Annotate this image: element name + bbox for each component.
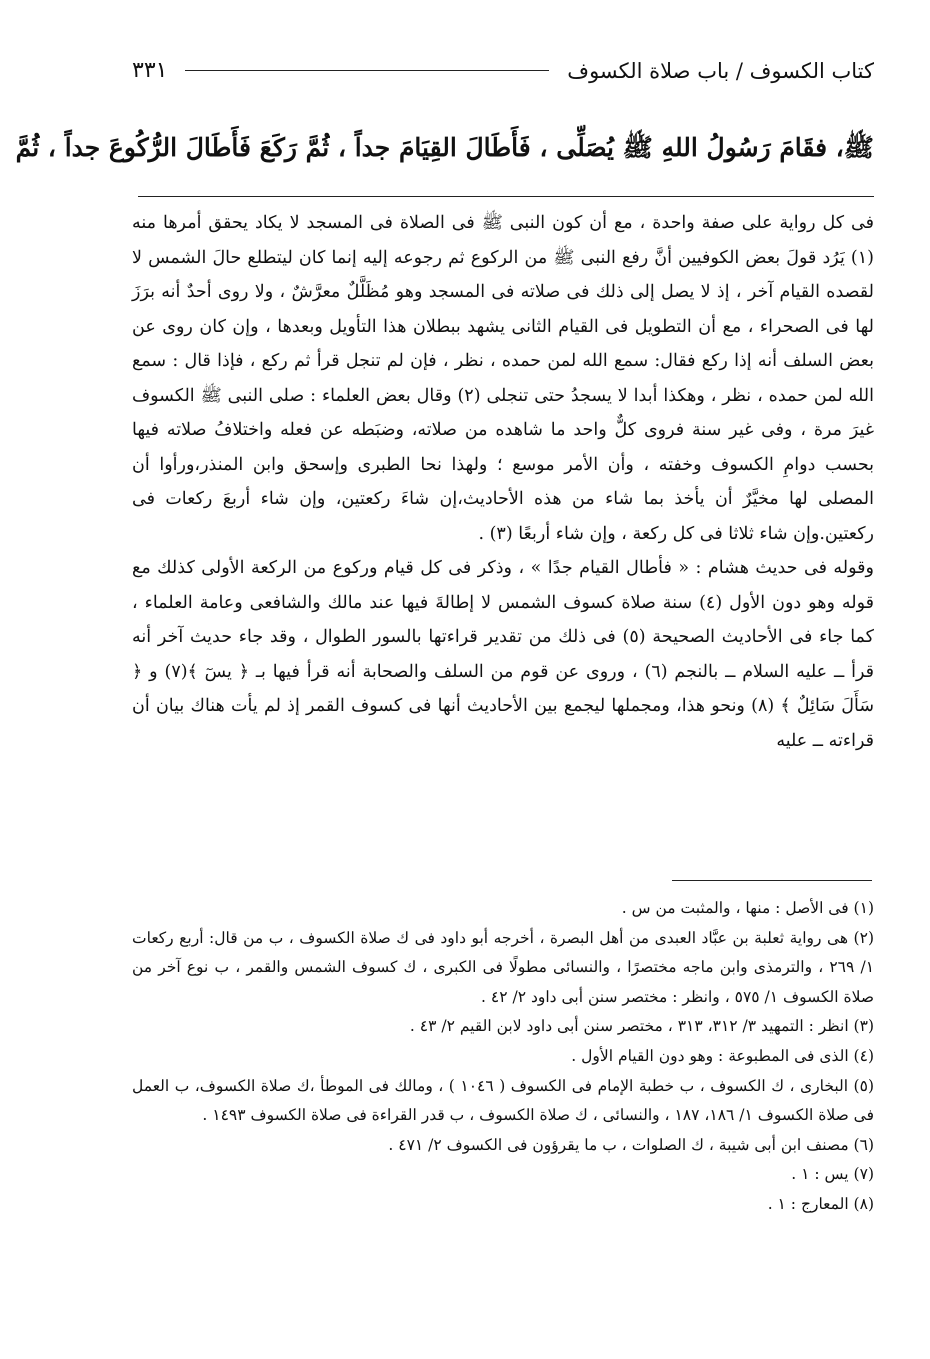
commentary-paragraph: وقوله فى حديث هشام : « فأطال القيام جدًا » ، وذكر فى كل قيام وركوع من الركعة الأولى كذلك مع قوله وهو دون الأول (٤) سنة صلاة كسوف الشمس لا إطالةَ فيها عند مالك والشافعى وعامة العلماء ، كما جاء فى الأحاديث الصحيحة (٥) فى ذلك من تقدير قراءتها بالسور الطوال ، وقد جاء حديث آخر أنه قرأ ــ عليه السلام ــ بالنجم (٦) ، وروى عن قوم من السلف والصحابة أنه قرأ فيها بـ ﴿ يسٓ ﴾(٧) و ﴿ سَأَلَ سَائِلٌ ﴾ (٨) ونحو هذا، ومجملها ليجمع بين الأحاديث أنها فى كسوف القمر إذ لم يأت هناك بيان أن قراءته ــ عليه <box>132 558 874 751</box>
footnote: (٢) هى رواية ثعلبة بن عبَّاد العبدى من أهل البصرة ، أخرجه أبو داود فى ك صلاة الكسوف ، ب من قال: أربع ركعات ١/ ٢٦٩ ، والترمذى وابن ماجه مختصرًا ، والنسائى مطولًا فى الكبرى ، ك كسوف الشمس والقمر ، ب نوع آخر من صلاة الكسوف ١/ ٥٧٥ ، وانظر : مختصر سنن أبى داود ٢/ ٤٢ . <box>132 928 875 1006</box>
header-rule <box>185 70 549 71</box>
commentary-paragraph: فى كل رواية على صفة واحدة ، مع أن كون النبى ﷺ فى الصلاة فى المسجد لا يكاد يحقق أمرها منه (١) يَرُد قولَ بعض الكوفيين أنَّ رفع النبى ﷺ من الركوع ثم رجوعه إليه إنما كان ليتطلع حالَ الشمس لا لقصده القيام آخر ، إذ لا يصل إلى ذلك فى صلاته فى المسجد وهو مُظَلَّلٌ معرَّشٌ ، ولا روى أحدٌ أنه برَزَ لها فى الصحراء ، مع أن التطويل فى القيام الثانى يشهد ببطلان هذا التأويل وبعدها ، وإن كان روى عن بعض السلف أنه إذا ركع فقال: سمع الله لمن حمده ، نظر ، فإن لم تنجل قرأ ثم ركع ، فإذا قال : سمع الله لمن حمده ، نظر ، وهكذا أبدا لا يسجدُ حتى تنجلى (٢) وقال بعض العلماء : صلى النبى ﷺ الكسوف غيرَ مرة ، وفى غير سنة فروى كلٌّ واحد ما شاهده من صلاته، وضبَطه عن فعله واختلافُ صلاته فيها بحسب دوامِ الكسوف وخفته ، وأن الأمر موسع ؛ ولهذا نحا الطبرى وإسحق وابن المنذر،ورأوا أن المصلى لها مخيَّرٌ أن يأخذ بما شاء من هذه الأحاديث،إن شاءَ ركعتين، وإن شاء أربعَ ركعات فى ركعتين.وإن شاء ثلاثا فى كل ركعة ، وإن شاء أربعًا (٣) . <box>132 213 874 544</box>
footnote: (٤) الذى فى المطبوعة : وهو دون القيام الأول . <box>571 1046 874 1065</box>
footnote-separator <box>672 880 872 881</box>
footnote: (١) فى الأصل : منها ، والمثبت من س . <box>621 899 874 917</box>
running-title: كتاب الكسوف / باب صلاة الكسوف <box>567 58 874 83</box>
hadith-divider <box>138 196 874 197</box>
page-number: ٣٣١ <box>132 58 168 83</box>
hadith-text-line: ﷺ، فقَامَ رَسُولُ اللهِ ﷺ يُصَلِّى ، فَأَطَالَ القِيَامَ جداً ، ثُمَّ رَكَعَ فَأَطَالَ الرُّكُوعَ جداً ، ثُمَّ <box>15 133 874 162</box>
footnote: (٨) المعارج : ١ . <box>767 1194 874 1213</box>
footnote: (٦) مصنف ابن أبى شيبة ، ك الصلوات ، ب ما يقرؤون فى الكسوف ٢/ ٤٧١ . <box>388 1135 874 1154</box>
footnote: (٣) انظر : التمهيد ٣/ ٣١٢، ٣١٣ ، مختصر سنن أبى داود لابن القيم ٢/ ٤٣ . <box>409 1017 874 1036</box>
footnote: (٧) يس : ١ . <box>791 1165 874 1184</box>
commentary-body <box>132 206 874 758</box>
footnotes <box>132 894 874 1220</box>
footnote: (٥) البخارى ، ك الكسوف ، ب خطبة الإمام فى الكسوف ( ١٠٤٦ ) ، ومالك فى الموطأ ،ك صلاة الكسوف، ب العمل فى صلاة الكسوف ١/ ١٨٦، ١٨٧ ، والنسائى ، ك صلاة الكسوف ، ب قدر القراءة فى صلاة الكسوف ١٤٩٣ . <box>132 1076 874 1125</box>
running-header <box>132 58 874 83</box>
